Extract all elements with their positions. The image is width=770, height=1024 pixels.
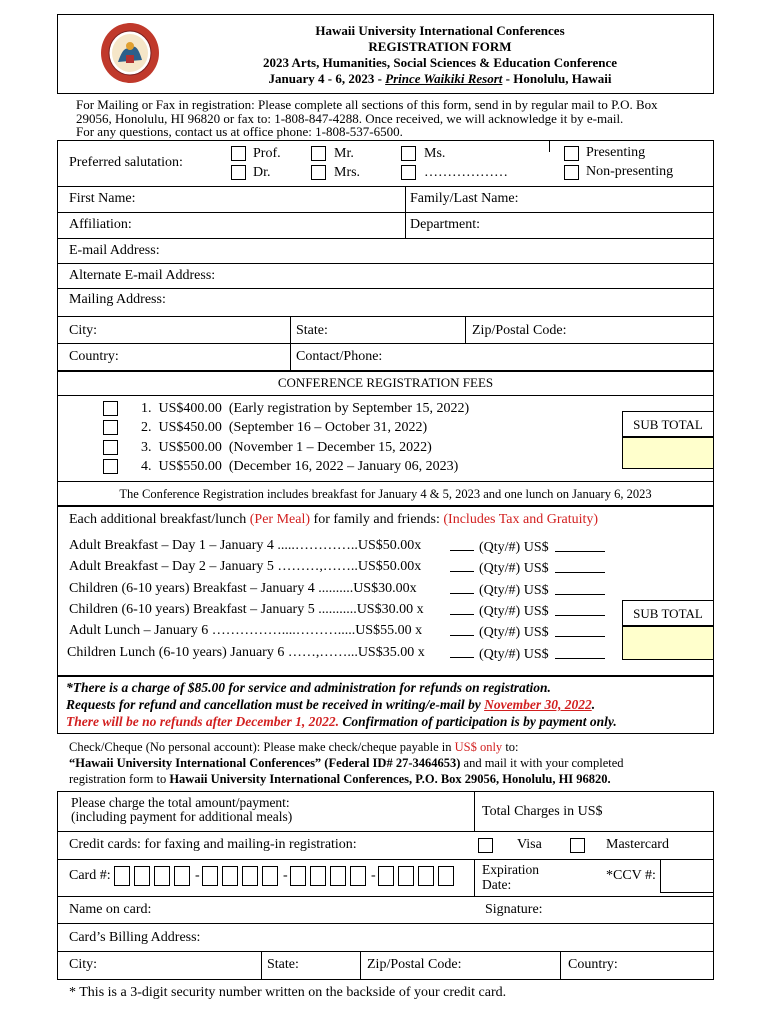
checkbox-ms[interactable]	[401, 146, 416, 161]
check-payee: “Hawaii University International Conferences” (Federal ID# 27-3464653) and mail it with your completed	[69, 756, 624, 770]
card-digit[interactable]	[310, 866, 326, 886]
card-digit[interactable]	[154, 866, 170, 886]
expiration-label[interactable]: Expiration	[482, 862, 539, 877]
mailing-address-label[interactable]: Mailing Address:	[69, 292, 166, 307]
signature-label[interactable]: Signature:	[485, 902, 543, 917]
alt-email-label[interactable]: Alternate E-mail Address:	[69, 268, 216, 283]
checkbox-presenting[interactable]	[564, 146, 579, 161]
fee-checkbox-1[interactable]	[103, 401, 118, 416]
meal-item-2: Adult Breakfast – Day 2 – January 5 ………,……..US$50.00x	[69, 559, 422, 574]
meals-subtotal-field[interactable]	[622, 626, 714, 660]
charge-instruction-line-2: (including payment for additional meals)	[71, 809, 293, 824]
header-form-title: REGISTRATION FORM	[368, 39, 512, 54]
refund-deadline-note: Requests for refund and cancellation must be received in writing/e-mail by November 30, 2022.	[66, 697, 596, 712]
card-digit[interactable]	[202, 866, 218, 886]
card-dash: -	[371, 868, 376, 883]
header-date-venue: January 4 - 6, 2023 - Prince Waikiki Resort - Honolulu, Hawaii	[268, 71, 612, 86]
non-presenting-label: Non-presenting	[586, 164, 674, 179]
card-digit[interactable]	[222, 866, 238, 886]
fees-section	[57, 371, 714, 506]
zip-label[interactable]: Zip/Postal Code:	[472, 323, 567, 338]
card-digit[interactable]	[134, 866, 150, 886]
email-label[interactable]: E-mail Address:	[69, 243, 160, 258]
state-label[interactable]: State:	[296, 323, 328, 338]
last-name-label[interactable]: Family/Last Name:	[410, 191, 519, 206]
card-digit[interactable]	[330, 866, 346, 886]
meal-amount-input-5[interactable]	[555, 625, 605, 637]
intro-line-2: 29056, Honolulu, HI 96820 or fax to: 1-808-847-4288. Once received, we will acknowledge it by e-mail.	[76, 110, 624, 126]
option-mrs: Mrs.	[334, 165, 361, 180]
refund-charge-note: *There is a charge of $85.00 for service and administration for refunds on registration.	[66, 680, 551, 695]
expiration-date-label: Date:	[482, 877, 512, 892]
meal-qty-input-3[interactable]	[450, 582, 474, 594]
checkbox-mrs[interactable]	[311, 165, 326, 180]
meals-intro: Each additional breakfast/lunch (Per Meal) for family and friends: (Includes Tax and Gratuity)	[69, 512, 599, 527]
meal-amount-input-1[interactable]	[555, 540, 605, 552]
billing-state-label[interactable]: State:	[267, 957, 299, 972]
checkbox-mastercard[interactable]	[570, 838, 585, 853]
intro-line-3: For any questions, contact us at office phone: 1-808-537-6500.	[76, 124, 403, 139]
card-digit[interactable]	[350, 866, 366, 886]
card-dash: -	[195, 868, 200, 883]
checkbox-non-presenting[interactable]	[564, 165, 579, 180]
option-prof: Prof.	[253, 146, 281, 161]
meal-qty-input-2[interactable]	[450, 560, 474, 572]
charge-instruction-line-1: Please charge the total amount/payment:	[71, 795, 290, 810]
conference-seal-logo	[100, 22, 160, 84]
ccv-input[interactable]	[660, 859, 714, 893]
card-digit[interactable]	[438, 866, 454, 886]
meals-subtotal-label: SUB TOTAL	[633, 606, 703, 621]
checkbox-visa[interactable]	[478, 838, 493, 853]
meal-amount-input-2[interactable]	[555, 561, 605, 573]
checkbox-dr[interactable]	[231, 165, 246, 180]
card-digit[interactable]	[174, 866, 190, 886]
card-dash: -	[283, 868, 288, 883]
meal-qty-label-6: (Qty/#) US$	[479, 647, 549, 662]
contact-phone-label[interactable]: Contact/Phone:	[296, 349, 383, 364]
first-name-label[interactable]: First Name:	[69, 191, 136, 206]
city-label[interactable]: City:	[69, 323, 98, 338]
fee-option-3: 3. US$500.00 (November 1 – December 15, 2022)	[141, 440, 432, 455]
billing-city-label[interactable]: City:	[69, 957, 98, 972]
credit-card-label: Credit cards: for faxing and mailing-in registration:	[69, 837, 357, 852]
meal-qty-input-1[interactable]	[450, 539, 474, 551]
meal-qty-input-5[interactable]	[450, 624, 474, 636]
check-instructions: Check/Cheque (No personal account): Please make check/cheque payable in US$ only to:	[69, 740, 519, 754]
option-ms: Ms.	[424, 146, 446, 161]
meal-qty-label-4: (Qty/#) US$	[479, 604, 549, 619]
fees-includes-note: The Conference Registration includes breakfast for January 4 & 5, 2023 and one lunch on January 6, 2023	[119, 487, 652, 501]
visa-label: Visa	[517, 837, 542, 852]
fee-checkbox-2[interactable]	[103, 420, 118, 435]
refund-no-refund-note: There will be no refunds after December 1, 2022. Confirmation of participation is by payment only.	[66, 714, 617, 729]
card-number-label: Card #:	[69, 868, 111, 883]
checkbox-prof[interactable]	[231, 146, 246, 161]
card-digit[interactable]	[262, 866, 278, 886]
department-label[interactable]: Department:	[410, 217, 480, 232]
meal-qty-label-5: (Qty/#) US$	[479, 625, 549, 640]
card-digit[interactable]	[242, 866, 258, 886]
ccv-footnote: * This is a 3-digit security number written on the backside of your credit card.	[69, 985, 507, 1000]
meal-item-5: Adult Lunch – January 6 ……………....……….....US$55.00 x	[69, 623, 423, 638]
meal-qty-input-6[interactable]	[450, 646, 474, 658]
mastercard-label: Mastercard	[606, 837, 669, 852]
fees-title: CONFERENCE REGISTRATION FEES	[277, 375, 494, 390]
fee-option-2: 2. US$450.00 (September 16 – October 31, 2022)	[141, 420, 428, 435]
option-dr: Dr.	[253, 165, 271, 180]
meal-qty-label-3: (Qty/#) US$	[479, 583, 549, 598]
meal-item-6: Children Lunch (6-10 years) January 6 ……,……...US$35.00 x	[67, 645, 425, 660]
total-charges-label[interactable]: Total Charges in US$	[482, 804, 603, 819]
intro-line-1: For Mailing or Fax in registration: Please complete all sections of this form, send in by regular mail to P.O. Box	[76, 97, 658, 112]
fee-option-1: 1. US$400.00 (Early registration by September 15, 2022)	[141, 401, 470, 416]
meal-qty-label-1: (Qty/#) US$	[479, 540, 549, 555]
fee-checkbox-4[interactable]	[103, 459, 118, 474]
card-digit[interactable]	[114, 866, 130, 886]
billing-zip-label[interactable]: Zip/Postal Code:	[367, 957, 462, 972]
presenting-label: Presenting	[586, 145, 646, 160]
country-label[interactable]: Country:	[69, 349, 119, 364]
fees-subtotal-label: SUB TOTAL	[633, 417, 703, 432]
checkbox-other[interactable]	[401, 165, 416, 180]
card-digit[interactable]	[378, 866, 394, 886]
checkbox-mr[interactable]	[311, 146, 326, 161]
meal-item-1: Adult Breakfast – Day 1 – January 4 .....…………..US$50.00x	[69, 538, 422, 553]
meal-amount-input-3[interactable]	[555, 583, 605, 595]
card-digit[interactable]	[290, 866, 306, 886]
affiliation-label[interactable]: Affiliation:	[69, 217, 132, 232]
salutation-label: Preferred salutation:	[69, 155, 183, 170]
header-organization: Hawaii University International Conferences	[315, 23, 565, 38]
ccv-label: *CCV #:	[606, 868, 656, 883]
name-on-card-label[interactable]: Name on card:	[69, 902, 152, 917]
option-other[interactable]: ………………	[424, 165, 508, 180]
fees-subtotal-field[interactable]	[622, 437, 714, 469]
meal-item-3: Children (6-10 years) Breakfast – January 4 ..........US$30.00x	[69, 581, 417, 596]
meal-amount-input-4[interactable]	[555, 604, 605, 616]
billing-country-label[interactable]: Country:	[568, 957, 618, 972]
meal-qty-label-2: (Qty/#) US$	[479, 561, 549, 576]
meal-amount-input-6[interactable]	[555, 647, 605, 659]
header-conference-name: 2023 Arts, Humanities, Social Sciences & Education Conference	[263, 55, 617, 70]
fee-option-4: 4. US$550.00 (December 16, 2022 – January 06, 2023)	[141, 459, 459, 474]
meal-qty-input-4[interactable]	[450, 603, 474, 615]
option-mr: Mr.	[334, 146, 354, 161]
card-digit[interactable]	[418, 866, 434, 886]
check-mailing-address: registration form to Hawaii University International Conferences, P.O. Box 29056, Honolulu, HI 96820.	[69, 772, 611, 786]
fee-checkbox-3[interactable]	[103, 440, 118, 455]
card-digit[interactable]	[398, 866, 414, 886]
billing-address-label[interactable]: Card’s Billing Address:	[69, 930, 201, 945]
meal-item-4: Children (6-10 years) Breakfast – January 5 ...........US$30.00 x	[69, 602, 424, 617]
